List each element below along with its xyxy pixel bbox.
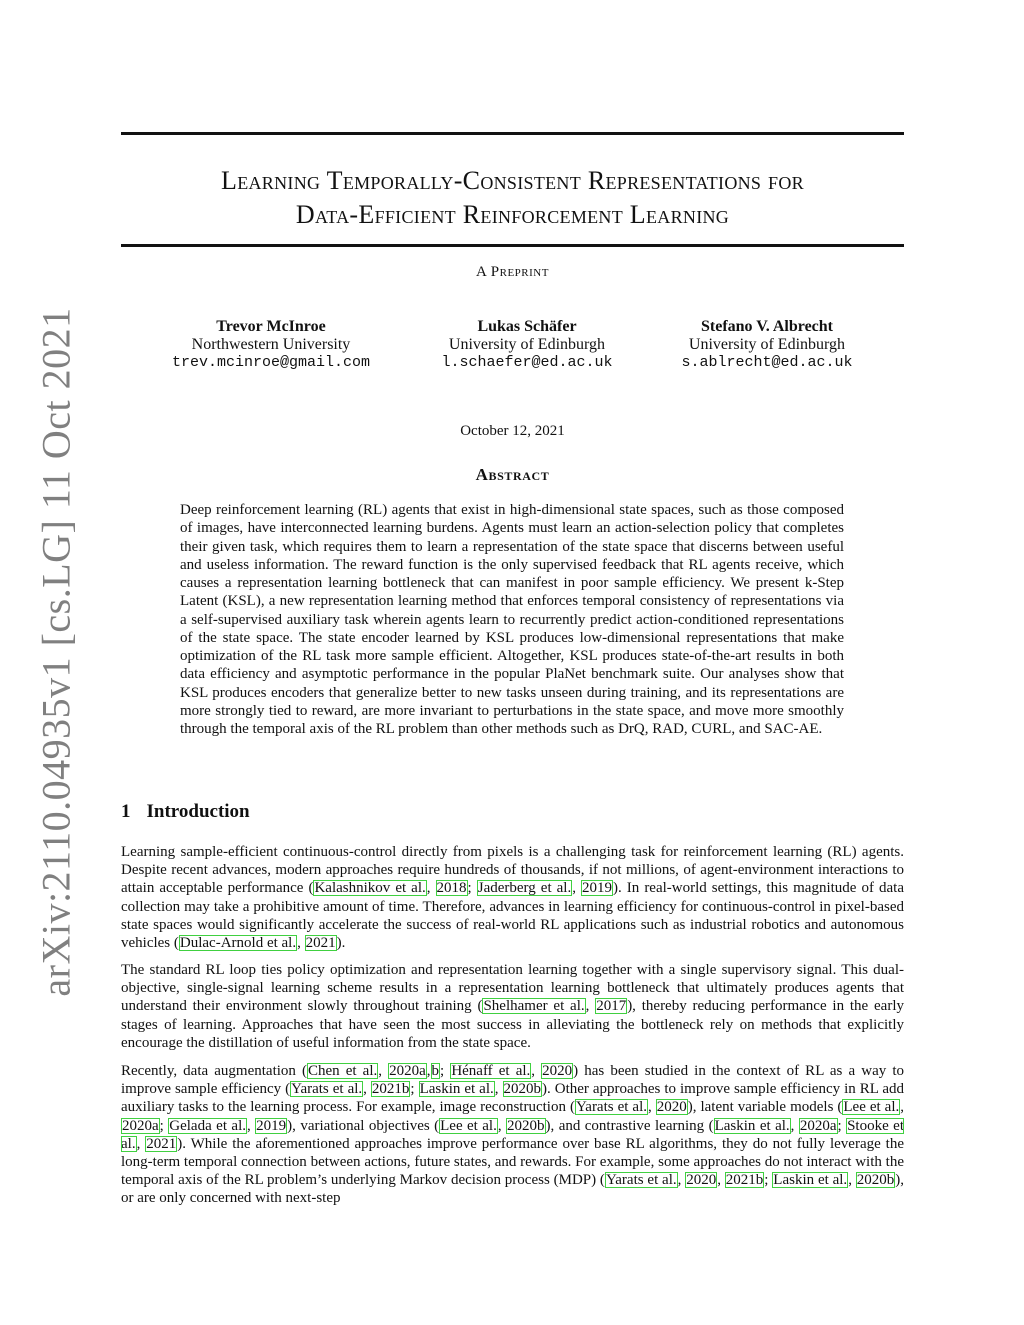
author-email[interactable]: s.ablrecht@ed.ac.uk	[681, 354, 853, 371]
citation-year-link[interactable]: 2020b	[856, 1172, 895, 1189]
text-run: Recently, data augmentation (	[121, 1063, 307, 1079]
citation-year-link[interactable]: 2021b	[725, 1172, 764, 1189]
preprint-label: A Preprint	[476, 264, 549, 280]
intro-paragraph-2: The standard RL loop ties policy optimization and representation learning together with a single supervisory signal. This dual-objective, single-signal learning scheme results in a representation learning bottleneck that ultimately produces agents that understand their environment slowly throughout training (Shelhamer et al., 2017), thereby reducing performance in the early stages of learning. Approaches that have seen the most success in alleviating the bottleneck rely on methods that explicitly encourage the distillation of useful information from the state space.	[121, 962, 904, 1051]
text-run: ).	[336, 935, 346, 952]
citation-year-link[interactable]: 2018	[436, 880, 467, 897]
citation-year-link[interactable]: b	[431, 1063, 440, 1079]
author-email[interactable]: trev.mcinroe@gmail.com	[171, 354, 371, 371]
citation-separator: ;	[764, 1172, 773, 1189]
text-run: ). Other approaches to improve sample efficiency in RL add auxiliary tasks to the learning process. For example, image reconstruction (	[121, 1081, 905, 1116]
author-block-mcinroe	[146, 318, 396, 372]
citation-link[interactable]: Gelada et al.	[169, 1117, 246, 1134]
citation-year-link[interactable]: 2019	[582, 880, 613, 897]
citation-link[interactable]: Chen et al.	[308, 1063, 378, 1079]
text-run: ), and contrastive learning (	[545, 1117, 714, 1134]
citation-link[interactable]: Yarats et al.	[605, 1172, 677, 1189]
text-run: ), latent variable models (	[687, 1099, 843, 1116]
citation-link[interactable]: Dulac-Arnold et al.	[179, 935, 297, 952]
citation-link[interactable]: Kalashnikov et al.	[314, 880, 426, 897]
citation-link[interactable]: Stooke et al.	[121, 1117, 905, 1152]
author-affiliation: University of Edinburgh	[688, 336, 846, 353]
citation-link[interactable]: Yarats et al.	[575, 1099, 647, 1116]
citation-link[interactable]: Lee et al.	[440, 1117, 497, 1134]
author-name: Trevor McInroe	[216, 318, 326, 335]
citation-link[interactable]: Lee et al.	[843, 1099, 900, 1116]
section-heading-introduction	[121, 801, 250, 823]
author-block-albrecht	[642, 318, 892, 372]
section-title: Introduction	[146, 801, 250, 822]
text-run: ). While the aforementioned approaches improve performance over base RL algorithms, they do not fully leverage the long-term temporal connection between actions, future states, and rewards. For example, some approaches do not interact with the temporal axis of the RL problem’s underlying Markov decision process (MDP) (	[121, 1135, 905, 1189]
arxiv-identifier-stamp: arXiv:2110.04935v1 [cs.LG] 11 Oct 2021	[33, 307, 79, 997]
text-run: ), thereby reducing performance in the early stages of learning. Approaches that have seen the most success in alleviating the bottleneck rely on methods that explicitly encourage the distillation of useful information from the state space.	[121, 998, 904, 1051]
citation-separator: ;	[837, 1117, 847, 1134]
intro-paragraph-1: Learning sample-efficient continuous-control directly from pixels is a challenging task for reinforcement learning (RL) agents. Despite recent advances, modern approaches require hundreds of thousands, if not millions, of agent-environment interactions to attain acceptable performance (Kalashnikov et al., 2018; Jaderberg et al., 2019). In real-world settings, this magnitude of data collection may take a prohibitive amount of time. Therefore, advances in learning efficiency for continuous-control in pixel-based state spaces would significantly accelerate the success of real-world RL applications such as industrial robotics and autonomous vehicles (Dulac-Arnold et al., 2021).	[121, 844, 904, 952]
citation-year-link[interactable]: 2020	[542, 1063, 573, 1079]
abstract-body	[180, 501, 844, 738]
citation-year-link[interactable]: 2021b	[371, 1081, 410, 1098]
citation-year-link[interactable]: 2020b	[503, 1081, 542, 1098]
author-email[interactable]: l.schaefer@ed.ac.uk	[441, 354, 613, 371]
citation-link[interactable]: Laskin et al.	[773, 1172, 848, 1189]
citation-separator: ;	[467, 880, 477, 897]
author-block-schaefer	[402, 318, 652, 372]
citation-year-link[interactable]: 2020a	[122, 1117, 159, 1134]
abstract-heading: Abstract	[475, 465, 550, 484]
text-run: ), variational objectives (	[287, 1117, 440, 1134]
paper-title-line-1: Learning Temporally-Consistent Representations for	[221, 166, 804, 195]
citation-year-link[interactable]: 2020a	[799, 1117, 837, 1134]
citation-link[interactable]: Laskin et al.	[714, 1117, 790, 1134]
author-affiliation: University of Edinburgh	[448, 336, 606, 353]
citation-year-link[interactable]: 2017	[596, 998, 627, 1015]
text-run: ). In real-world settings, this magnitude of data collection may take a prohibitive amount of time. Therefore, advances in learning efficiency for continuous-control in pixel-based state spaces would significantly accelerate the success of real-world RL applications such as industrial robotics and autonomous vehicles (	[121, 880, 904, 952]
citation-separator: ,	[717, 1172, 725, 1189]
publication-date: October 12, 2021	[460, 423, 565, 439]
citation-separator: ;	[440, 1063, 451, 1079]
citation-year-link[interactable]: 2021	[146, 1135, 177, 1152]
section-number: 1	[121, 801, 131, 822]
citation-year-link[interactable]: 2020b	[507, 1117, 545, 1134]
citation-link[interactable]: Shelhamer et al.	[483, 998, 585, 1015]
citation-year-link[interactable]: 2020	[686, 1172, 717, 1189]
citation-link[interactable]: Yarats et al.	[291, 1081, 363, 1098]
author-name: Lukas Schäfer	[477, 318, 577, 335]
author-affiliation: Northwestern University	[191, 336, 351, 353]
title-rule-bottom	[121, 244, 904, 247]
citation-year-link[interactable]: 2019	[256, 1117, 287, 1134]
citation-link[interactable]: Jaderberg et al.	[477, 880, 572, 897]
citation-separator: ;	[159, 1117, 169, 1134]
text-run: The standard RL loop ties policy optimization and representation learning together with a single supervisory signal. This dual-objective, single-signal learning scheme results in a representation learning bottleneck that ultimately produces agents that understand their environment slowly throughout training (	[121, 962, 904, 1015]
author-name: Stefano V. Albrecht	[700, 318, 833, 335]
text-run: ), or are only concerned with next-step	[121, 1172, 905, 1207]
citation-link[interactable]: Laskin et al.	[419, 1081, 494, 1098]
paper-title-line-2: Data-Efficient Reinforcement Learning	[295, 200, 730, 229]
text-run: ) has been studied in the context of RL as a way to improve sample efficiency (	[121, 1063, 904, 1098]
title-rule-top	[121, 132, 904, 135]
citation-year-link[interactable]: 2020a	[389, 1063, 426, 1079]
citation-link[interactable]: Hénaff et al.	[451, 1063, 531, 1079]
abstract-paragraph: Deep reinforcement learning (RL) agents that exist in high-dimensional state spaces, such as those composed of images, have interconnected learning burdens. Agents must learn an action-selection policy that completes their given task, which requires them to learn a representation of the state space that discerns between useful and useless information. The reward function is the only supervised feedback that RL agents receive, which causes a representation learning bottleneck that can manifest in poor sample efficiency. We present k-Step Latent (KSL), a new representation learning method that enforces temporal consistency of representations via a self-supervised auxiliary task wherein agents learn to recurrently predict action-conditioned representations of the state space. The state encoder learned by KSL produces low-dimensional representations that make optimization of the RL task more sample efficient. Altogether, KSL produces state-of-the-art results in both data efficiency and asymptotic performance in the popular PlaNet benchmark suite. Our analyses show that KSL produces encoders that generalize better to new tasks unseen during training, and its representations are more strongly tied to reward, are more invariant to perturbations in the state space, and move more smoothly through the temporal axis of the RL problem than other methods such as DrQ, RAD, CURL, and SAC-AE.	[180, 502, 844, 737]
text-run: Learning sample-efficient continuous-control directly from pixels is a challenging task for reinforcement learning (RL) agents. Despite recent advances, modern approaches require hundreds of thousands, if not millions, of agent-environment interactions to attain acceptable performance (	[121, 844, 904, 897]
citation-year-link[interactable]: 2021	[305, 935, 336, 952]
citation-year-link[interactable]: 2020	[656, 1099, 687, 1116]
citation-separator: ;	[410, 1081, 419, 1098]
intro-paragraph-3: Recently, data augmentation (Chen et al., 2020a,b; Hénaff et al., 2020) has been studied in the context of RL as a way to improve sample efficiency (Yarats et al., 2021b; Laskin et al., 2020b). Other approaches to improve sample efficiency in RL add auxiliary tasks to the learning process. For example, image reconstruction (Yarats et al., 2020), latent variable models (Lee et al., 2020a; Gelada et al., 2019), variational objectives (Lee et al., 2020b), and contrastive learning (Laskin et al., 2020a; Stooke et al., 2021). While the aforementioned approaches improve performance over base RL algorithms, they do not fully leverage the long-term temporal connection between actions, future states, and rewards. For example, some approaches do not interact with the temporal axis of the RL problem’s underlying Markov decision process (MDP) (Yarats et al., 2020, 2021b; Laskin et al., 2020b), or are only concerned with next-step	[121, 1063, 905, 1207]
